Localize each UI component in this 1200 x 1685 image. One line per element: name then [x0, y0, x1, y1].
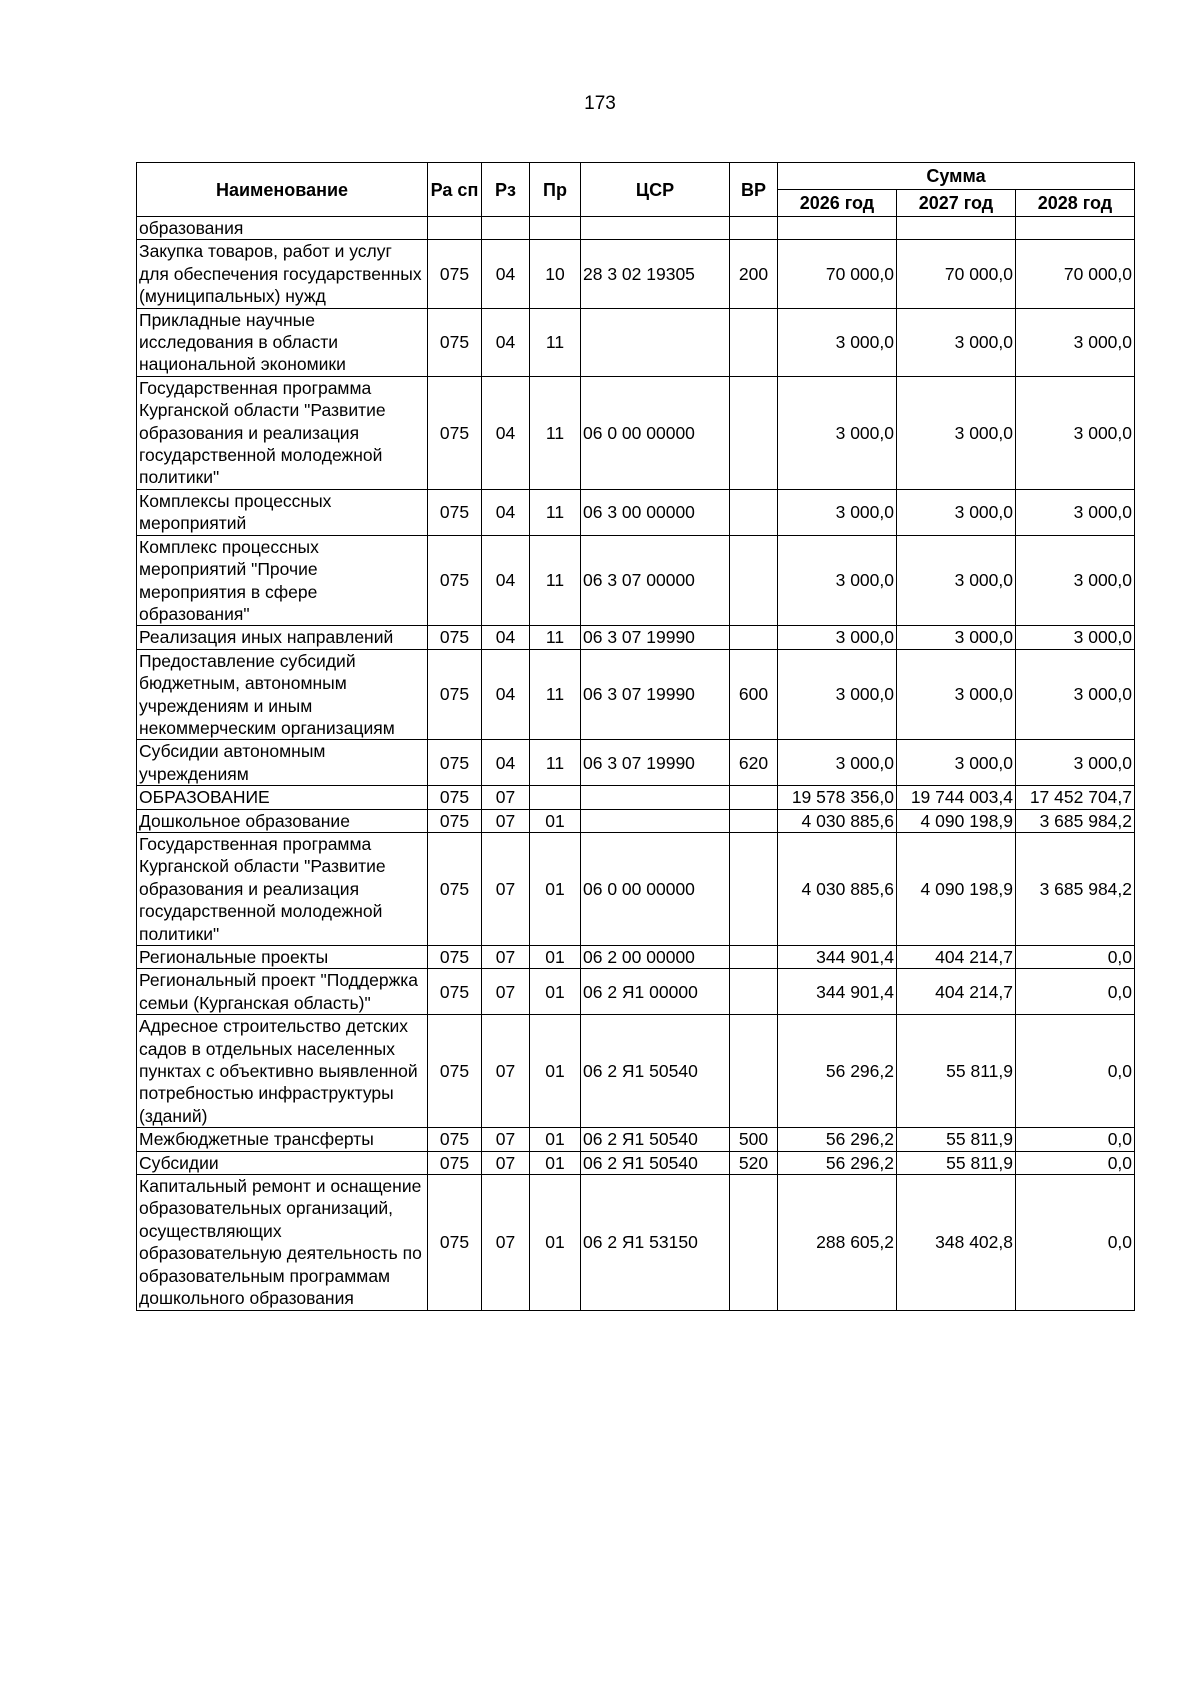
- cell-rasp: [428, 217, 482, 240]
- header-year-2027: 2027 год: [897, 190, 1016, 217]
- header-rz: Рз: [482, 163, 530, 217]
- cell-name: Региональные проекты: [137, 946, 428, 969]
- cell-vr: 620: [730, 740, 778, 786]
- cell-sum-2027: 3 000,0: [897, 489, 1016, 535]
- cell-sum-2027: 404 214,7: [897, 969, 1016, 1015]
- cell-vr: [730, 626, 778, 649]
- cell-name: Закупка товаров, работ и услуг для обеспечения государственных (муниципальных) нужд: [137, 240, 428, 308]
- cell-vr: [730, 786, 778, 809]
- cell-vr: [730, 969, 778, 1015]
- cell-vr: [730, 809, 778, 832]
- cell-vr: [730, 1015, 778, 1128]
- cell-csr: 06 3 07 19990: [581, 740, 730, 786]
- cell-pr: 11: [530, 740, 581, 786]
- header-sum: Сумма: [778, 163, 1135, 190]
- cell-csr: 06 2 Я1 50540: [581, 1015, 730, 1128]
- table-row: [137, 832, 1135, 945]
- cell-sum-2028: 3 000,0: [1016, 308, 1135, 376]
- cell-rz: 07: [482, 1175, 530, 1310]
- cell-name: Субсидии: [137, 1151, 428, 1174]
- cell-rz: 04: [482, 649, 530, 740]
- cell-name: Государственная программа Курганской области "Развитие образования и реализация государственной молодежной политики": [137, 376, 428, 489]
- cell-pr: [530, 786, 581, 809]
- cell-sum-2027: 3 000,0: [897, 649, 1016, 740]
- table-body: [137, 217, 1135, 1311]
- cell-vr: [730, 376, 778, 489]
- table-row: [137, 217, 1135, 240]
- cell-sum-2028: 3 000,0: [1016, 535, 1135, 626]
- cell-sum-2026: 56 296,2: [778, 1015, 897, 1128]
- cell-sum-2026: 288 605,2: [778, 1175, 897, 1310]
- cell-name: Предоставление субсидий бюджетным, автономным учреждениям и иным некоммерческим организациям: [137, 649, 428, 740]
- cell-name: Капитальный ремонт и оснащение образовательных организаций, осуществляющих образовательную деятельность по образовательным программам дошкольного образования: [137, 1175, 428, 1310]
- cell-csr: 06 3 00 00000: [581, 489, 730, 535]
- cell-rz: 04: [482, 376, 530, 489]
- cell-rasp: 075: [428, 308, 482, 376]
- cell-rz: 04: [482, 240, 530, 308]
- cell-pr: 01: [530, 1175, 581, 1310]
- cell-sum-2028: 3 000,0: [1016, 376, 1135, 489]
- cell-pr: [530, 217, 581, 240]
- cell-sum-2027: 404 214,7: [897, 946, 1016, 969]
- cell-vr: 520: [730, 1151, 778, 1174]
- cell-rasp: 075: [428, 1128, 482, 1151]
- cell-sum-2028: 0,0: [1016, 969, 1135, 1015]
- cell-rasp: 075: [428, 649, 482, 740]
- cell-sum-2027: 3 000,0: [897, 740, 1016, 786]
- cell-sum-2026: 4 030 885,6: [778, 809, 897, 832]
- table-row: [137, 740, 1135, 786]
- table-row: [137, 969, 1135, 1015]
- table-row: [137, 308, 1135, 376]
- cell-csr: 06 2 Я1 00000: [581, 969, 730, 1015]
- cell-sum-2027: 3 000,0: [897, 535, 1016, 626]
- cell-csr: 06 2 Я1 50540: [581, 1151, 730, 1174]
- cell-pr: 11: [530, 535, 581, 626]
- header-pr: Пр: [530, 163, 581, 217]
- table-row: [137, 946, 1135, 969]
- cell-sum-2027: 55 811,9: [897, 1015, 1016, 1128]
- cell-rz: 07: [482, 809, 530, 832]
- cell-sum-2026: 19 578 356,0: [778, 786, 897, 809]
- cell-vr: [730, 1175, 778, 1310]
- cell-rz: 04: [482, 308, 530, 376]
- cell-name: Региональный проект "Поддержка семьи (Курганская область)": [137, 969, 428, 1015]
- cell-rasp: 075: [428, 786, 482, 809]
- table-row: [137, 649, 1135, 740]
- cell-csr: 06 2 00 00000: [581, 946, 730, 969]
- cell-rasp: 075: [428, 1175, 482, 1310]
- cell-pr: 11: [530, 489, 581, 535]
- table-row: [137, 809, 1135, 832]
- cell-sum-2026: 344 901,4: [778, 946, 897, 969]
- cell-pr: 01: [530, 832, 581, 945]
- table-row: [137, 1015, 1135, 1128]
- header-year-2026: 2026 год: [778, 190, 897, 217]
- cell-rz: 07: [482, 969, 530, 1015]
- cell-sum-2028: 3 000,0: [1016, 649, 1135, 740]
- cell-pr: 11: [530, 376, 581, 489]
- cell-pr: 01: [530, 1015, 581, 1128]
- cell-rz: 04: [482, 740, 530, 786]
- cell-pr: 11: [530, 649, 581, 740]
- cell-sum-2027: 4 090 198,9: [897, 809, 1016, 832]
- cell-name: ОБРАЗОВАНИЕ: [137, 786, 428, 809]
- cell-sum-2027: 70 000,0: [897, 240, 1016, 308]
- cell-sum-2026: 3 000,0: [778, 649, 897, 740]
- cell-csr: 28 3 02 19305: [581, 240, 730, 308]
- table-row: [137, 1151, 1135, 1174]
- table-row: [137, 1175, 1135, 1310]
- header-year-2028: 2028 год: [1016, 190, 1135, 217]
- cell-rz: 04: [482, 626, 530, 649]
- cell-vr: [730, 217, 778, 240]
- cell-sum-2028: [1016, 217, 1135, 240]
- cell-name: Государственная программа Курганской области "Развитие образования и реализация государственной молодежной политики": [137, 832, 428, 945]
- cell-rasp: 075: [428, 489, 482, 535]
- cell-sum-2026: 3 000,0: [778, 535, 897, 626]
- cell-sum-2028: 17 452 704,7: [1016, 786, 1135, 809]
- cell-csr: [581, 308, 730, 376]
- budget-table: [136, 162, 1135, 1311]
- cell-rasp: 075: [428, 809, 482, 832]
- header-csr: ЦСР: [581, 163, 730, 217]
- cell-sum-2026: [778, 217, 897, 240]
- cell-sum-2028: 0,0: [1016, 1175, 1135, 1310]
- table-row: [137, 1128, 1135, 1151]
- cell-sum-2026: 70 000,0: [778, 240, 897, 308]
- cell-vr: 500: [730, 1128, 778, 1151]
- cell-name: Межбюджетные трансферты: [137, 1128, 428, 1151]
- cell-pr: 01: [530, 1151, 581, 1174]
- cell-rz: 07: [482, 832, 530, 945]
- cell-sum-2026: 3 000,0: [778, 489, 897, 535]
- cell-sum-2027: [897, 217, 1016, 240]
- cell-rasp: 075: [428, 1151, 482, 1174]
- cell-sum-2028: 0,0: [1016, 1015, 1135, 1128]
- cell-sum-2028: 0,0: [1016, 946, 1135, 969]
- cell-name: Комплексы процессных мероприятий: [137, 489, 428, 535]
- cell-sum-2028: 0,0: [1016, 1151, 1135, 1174]
- cell-sum-2028: 3 000,0: [1016, 489, 1135, 535]
- table-row: [137, 489, 1135, 535]
- cell-csr: 06 0 00 00000: [581, 832, 730, 945]
- cell-sum-2026: 3 000,0: [778, 308, 897, 376]
- cell-csr: 06 0 00 00000: [581, 376, 730, 489]
- cell-name: Субсидии автономным учреждениям: [137, 740, 428, 786]
- cell-name: Прикладные научные исследования в области национальной экономики: [137, 308, 428, 376]
- cell-pr: 10: [530, 240, 581, 308]
- cell-sum-2027: 3 000,0: [897, 626, 1016, 649]
- cell-csr: 06 2 Я1 50540: [581, 1128, 730, 1151]
- cell-rz: 04: [482, 489, 530, 535]
- cell-sum-2027: 3 000,0: [897, 376, 1016, 489]
- cell-pr: 11: [530, 626, 581, 649]
- cell-rasp: 075: [428, 535, 482, 626]
- cell-rz: 07: [482, 946, 530, 969]
- cell-name: Комплекс процессных мероприятий "Прочие мероприятия в сфере образования": [137, 535, 428, 626]
- cell-sum-2028: 70 000,0: [1016, 240, 1135, 308]
- header-vr: ВР: [730, 163, 778, 217]
- table-row: [137, 786, 1135, 809]
- cell-pr: 01: [530, 1128, 581, 1151]
- cell-sum-2028: 0,0: [1016, 1128, 1135, 1151]
- cell-sum-2028: 3 685 984,2: [1016, 832, 1135, 945]
- cell-pr: 11: [530, 308, 581, 376]
- cell-sum-2026: 344 901,4: [778, 969, 897, 1015]
- header-rasp: Ра сп: [428, 163, 482, 217]
- cell-rasp: 075: [428, 946, 482, 969]
- cell-vr: [730, 489, 778, 535]
- cell-vr: 200: [730, 240, 778, 308]
- cell-sum-2026: 56 296,2: [778, 1151, 897, 1174]
- cell-vr: 600: [730, 649, 778, 740]
- cell-name: Адресное строительство детских садов в отдельных населенных пунктах с объективно выявленной потребностью инфраструктуры (зданий): [137, 1015, 428, 1128]
- cell-name: образования: [137, 217, 428, 240]
- cell-sum-2028: 3 000,0: [1016, 740, 1135, 786]
- cell-rasp: 075: [428, 740, 482, 786]
- cell-sum-2027: 4 090 198,9: [897, 832, 1016, 945]
- cell-rz: 07: [482, 1015, 530, 1128]
- cell-rz: 04: [482, 535, 530, 626]
- cell-vr: [730, 308, 778, 376]
- cell-csr: [581, 809, 730, 832]
- table-header: [137, 163, 1135, 217]
- cell-rz: [482, 217, 530, 240]
- cell-sum-2027: 348 402,8: [897, 1175, 1016, 1310]
- cell-sum-2027: 55 811,9: [897, 1151, 1016, 1174]
- cell-sum-2027: 3 000,0: [897, 308, 1016, 376]
- cell-sum-2026: 3 000,0: [778, 626, 897, 649]
- cell-csr: 06 3 07 00000: [581, 535, 730, 626]
- table-row: [137, 376, 1135, 489]
- cell-sum-2026: 4 030 885,6: [778, 832, 897, 945]
- cell-rz: 07: [482, 786, 530, 809]
- cell-sum-2026: 3 000,0: [778, 376, 897, 489]
- cell-rz: 07: [482, 1128, 530, 1151]
- cell-vr: [730, 535, 778, 626]
- table-row: [137, 626, 1135, 649]
- cell-rasp: 075: [428, 969, 482, 1015]
- cell-name: Дошкольное образование: [137, 809, 428, 832]
- cell-rasp: 075: [428, 1015, 482, 1128]
- page-number: 173: [584, 93, 616, 114]
- cell-sum-2027: 19 744 003,4: [897, 786, 1016, 809]
- cell-rasp: 075: [428, 832, 482, 945]
- cell-vr: [730, 946, 778, 969]
- table-row: [137, 535, 1135, 626]
- cell-csr: [581, 786, 730, 809]
- cell-vr: [730, 832, 778, 945]
- cell-rz: 07: [482, 1151, 530, 1174]
- header-name: Наименование: [137, 163, 428, 217]
- cell-csr: 06 3 07 19990: [581, 649, 730, 740]
- cell-sum-2026: 56 296,2: [778, 1128, 897, 1151]
- table-row: [137, 240, 1135, 308]
- cell-pr: 01: [530, 969, 581, 1015]
- cell-pr: 01: [530, 809, 581, 832]
- cell-csr: 06 3 07 19990: [581, 626, 730, 649]
- cell-csr: [581, 217, 730, 240]
- cell-sum-2027: 55 811,9: [897, 1128, 1016, 1151]
- cell-sum-2026: 3 000,0: [778, 740, 897, 786]
- cell-csr: 06 2 Я1 53150: [581, 1175, 730, 1310]
- cell-rasp: 075: [428, 626, 482, 649]
- cell-rasp: 075: [428, 376, 482, 489]
- cell-sum-2028: 3 000,0: [1016, 626, 1135, 649]
- cell-pr: 01: [530, 946, 581, 969]
- cell-name: Реализация иных направлений: [137, 626, 428, 649]
- cell-sum-2028: 3 685 984,2: [1016, 809, 1135, 832]
- cell-rasp: 075: [428, 240, 482, 308]
